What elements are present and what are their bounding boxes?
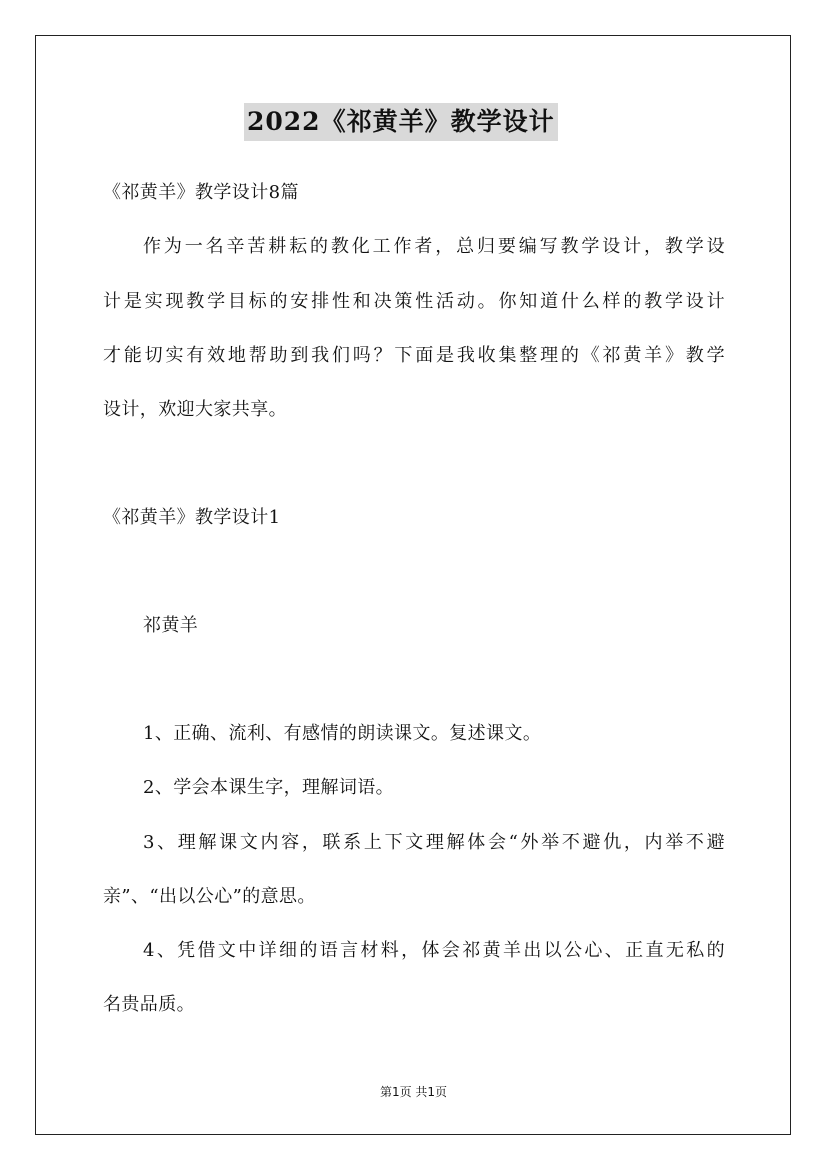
objective-4-line-1: 4、凭借文中详细的语言材料，体会祁黄羊出以公心、正直无私的 — [143, 940, 725, 961]
objective-1: 1、正确、流利、有感情的朗读课文。复述课文。 — [143, 723, 542, 744]
document-subtitle: 《祁黄羊》教学设计8篇 — [103, 182, 299, 203]
intro-line-3: 才能切实有效地帮助到我们吗？下面是我收集整理的《祁黄羊》教学 — [103, 345, 725, 366]
intro-line-2: 计是实现教学目标的安排性和决策性活动。你知道什么样的教学设计 — [103, 291, 725, 312]
page-number: 第1页 共1页 — [379, 1085, 448, 1099]
intro-line-1: 作为一名辛苦耕耘的教化工作者，总归要编写教学设计，教学设 — [143, 236, 725, 257]
intro-line-4: 设计，欢迎大家共享。 — [103, 399, 287, 420]
objective-3-line-1: 3、理解课文内容，联系上下文理解体会“外举不避仇，内举不避 — [143, 832, 725, 853]
document-title: 2022《祁黄羊》教学设计 — [244, 103, 558, 141]
objective-4-line-2: 名贵品质。 — [103, 994, 195, 1015]
objective-2: 2、学会本课生字，理解词语。 — [143, 777, 395, 798]
section-heading: 《祁黄羊》教学设计1 — [103, 507, 281, 528]
lesson-title: 祁黄羊 — [143, 615, 199, 636]
objective-3-line-2: 亲”、“出以公心”的意思。 — [103, 886, 316, 907]
